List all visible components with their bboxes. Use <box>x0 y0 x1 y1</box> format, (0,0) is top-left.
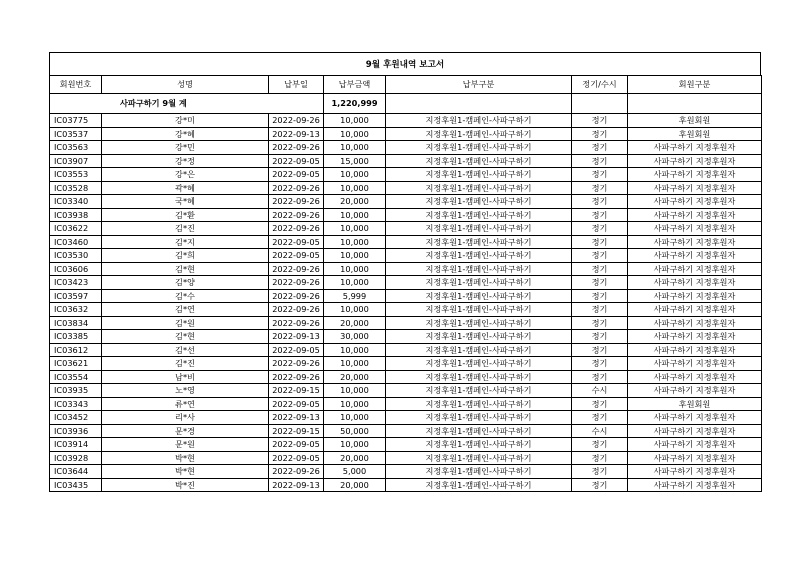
cell-member-id: IC03385 <box>50 330 102 344</box>
cell-member-type: 사파구하기 지정후원자 <box>628 289 762 303</box>
table-row <box>50 262 762 276</box>
cell-pay-date: 2022-09-26 <box>269 289 324 303</box>
cell-member-id: IC03834 <box>50 316 102 330</box>
cell-member-id: IC03530 <box>50 249 102 263</box>
cell-name: 강*은 <box>102 168 269 182</box>
cell-member-type: 사파구하기 지정후원자 <box>628 303 762 317</box>
cell-name: 강*정 <box>102 154 269 168</box>
cell-pay-amount: 10,000 <box>324 235 386 249</box>
cell-name: 김*선 <box>102 343 269 357</box>
cell-pay-date: 2022-09-13 <box>269 411 324 425</box>
cell-pay-amount: 10,000 <box>324 168 386 182</box>
report-title: 9월 후원내역 보고서 <box>49 52 761 75</box>
cell-member-id: IC03935 <box>50 384 102 398</box>
cell-name: 김*현 <box>102 262 269 276</box>
subtotal-empty-cell <box>572 94 628 114</box>
table-row <box>50 289 762 303</box>
cell-pay-date: 2022-09-26 <box>269 276 324 290</box>
cell-name: 김*양 <box>102 276 269 290</box>
cell-name: 김*원 <box>102 316 269 330</box>
cell-member-type: 사파구하기 지정후원자 <box>628 249 762 263</box>
cell-frequency: 정기 <box>572 289 628 303</box>
cell-name: 김*환 <box>102 208 269 222</box>
table-row <box>50 235 762 249</box>
cell-frequency: 정기 <box>572 330 628 344</box>
cell-member-id: IC03928 <box>50 451 102 465</box>
cell-name: 문*경 <box>102 424 269 438</box>
header-member-id: 회원번호 <box>50 76 102 94</box>
cell-pay-date: 2022-09-26 <box>269 316 324 330</box>
cell-pay-amount: 20,000 <box>324 370 386 384</box>
cell-name: 곽*혜 <box>102 181 269 195</box>
cell-pay-date: 2022-09-26 <box>269 370 324 384</box>
cell-name: 문*원 <box>102 438 269 452</box>
cell-frequency: 정기 <box>572 276 628 290</box>
cell-member-id: IC03622 <box>50 222 102 236</box>
cell-member-id: IC03343 <box>50 397 102 411</box>
cell-pay-date: 2022-09-05 <box>269 235 324 249</box>
cell-member-type: 사파구하기 지정후원자 <box>628 181 762 195</box>
cell-frequency: 정기 <box>572 411 628 425</box>
cell-pay-type: 지정후원1-캠페인-사파구하기 <box>386 438 572 452</box>
cell-name: 김*수 <box>102 289 269 303</box>
cell-frequency: 정기 <box>572 154 628 168</box>
cell-pay-type: 지정후원1-캠페인-사파구하기 <box>386 181 572 195</box>
cell-pay-amount: 5,000 <box>324 465 386 479</box>
cell-pay-amount: 10,000 <box>324 411 386 425</box>
cell-name: 박*진 <box>102 478 269 492</box>
header-pay-type: 납부구분 <box>386 76 572 94</box>
cell-member-id: IC03553 <box>50 168 102 182</box>
cell-frequency: 정기 <box>572 316 628 330</box>
table-row <box>50 181 762 195</box>
cell-pay-amount: 10,000 <box>324 397 386 411</box>
cell-pay-amount: 10,000 <box>324 222 386 236</box>
cell-member-id: IC03435 <box>50 478 102 492</box>
cell-pay-amount: 10,000 <box>324 262 386 276</box>
cell-member-type: 사파구하기 지정후원자 <box>628 411 762 425</box>
cell-member-type: 후원회원 <box>628 114 762 128</box>
cell-pay-amount: 10,000 <box>324 114 386 128</box>
cell-pay-type: 지정후원1-캠페인-사파구하기 <box>386 370 572 384</box>
cell-frequency: 정기 <box>572 465 628 479</box>
cell-pay-type: 지정후원1-캠페인-사파구하기 <box>386 249 572 263</box>
cell-member-id: IC03423 <box>50 276 102 290</box>
cell-name: 국*혜 <box>102 195 269 209</box>
cell-pay-amount: 20,000 <box>324 316 386 330</box>
cell-pay-amount: 30,000 <box>324 330 386 344</box>
cell-frequency: 정기 <box>572 168 628 182</box>
header-row <box>50 76 762 94</box>
cell-member-type: 사파구하기 지정후원자 <box>628 222 762 236</box>
cell-name: 강*혜 <box>102 127 269 141</box>
subtotal-row <box>50 94 762 114</box>
cell-name: 류*연 <box>102 397 269 411</box>
cell-member-type: 사파구하기 지정후원자 <box>628 438 762 452</box>
cell-pay-date: 2022-09-26 <box>269 195 324 209</box>
cell-frequency: 정기 <box>572 438 628 452</box>
cell-member-id: IC03460 <box>50 235 102 249</box>
table-row <box>50 249 762 263</box>
header-pay-amount: 납부금액 <box>324 76 386 94</box>
cell-pay-date: 2022-09-15 <box>269 384 324 398</box>
cell-frequency: 정기 <box>572 181 628 195</box>
cell-pay-type: 지정후원1-캠페인-사파구하기 <box>386 465 572 479</box>
cell-pay-date: 2022-09-05 <box>269 438 324 452</box>
table-row <box>50 451 762 465</box>
cell-frequency: 수시 <box>572 384 628 398</box>
cell-pay-type: 지정후원1-캠페인-사파구하기 <box>386 168 572 182</box>
header-frequency: 정기/수시 <box>572 76 628 94</box>
cell-frequency: 정기 <box>572 451 628 465</box>
table-row <box>50 154 762 168</box>
cell-member-id: IC03936 <box>50 424 102 438</box>
cell-pay-amount: 10,000 <box>324 208 386 222</box>
cell-frequency: 정기 <box>572 208 628 222</box>
table-row <box>50 411 762 425</box>
cell-frequency: 정기 <box>572 370 628 384</box>
cell-member-id: IC03612 <box>50 343 102 357</box>
table-row <box>50 127 762 141</box>
cell-pay-amount: 50,000 <box>324 424 386 438</box>
cell-pay-type: 지정후원1-캠페인-사파구하기 <box>386 154 572 168</box>
cell-pay-date: 2022-09-05 <box>269 397 324 411</box>
cell-name: 남*비 <box>102 370 269 384</box>
cell-name: 강*민 <box>102 141 269 155</box>
cell-frequency: 정기 <box>572 127 628 141</box>
cell-pay-type: 지정후원1-캠페인-사파구하기 <box>386 222 572 236</box>
cell-pay-type: 지정후원1-캠페인-사파구하기 <box>386 424 572 438</box>
cell-member-type: 사파구하기 지정후원자 <box>628 276 762 290</box>
cell-frequency: 정기 <box>572 195 628 209</box>
cell-pay-amount: 10,000 <box>324 438 386 452</box>
cell-member-type: 사파구하기 지정후원자 <box>628 154 762 168</box>
cell-pay-type: 지정후원1-캠페인-사파구하기 <box>386 141 572 155</box>
header-pay-date: 납부일 <box>269 76 324 94</box>
cell-pay-type: 지정후원1-캠페인-사파구하기 <box>386 262 572 276</box>
table-row <box>50 330 762 344</box>
cell-name: 김*현 <box>102 330 269 344</box>
cell-member-id: IC03644 <box>50 465 102 479</box>
cell-member-id: IC03606 <box>50 262 102 276</box>
cell-frequency: 정기 <box>572 262 628 276</box>
cell-frequency: 정기 <box>572 222 628 236</box>
cell-pay-date: 2022-09-26 <box>269 262 324 276</box>
subtotal-empty-cell <box>386 94 572 114</box>
cell-name: 김*진 <box>102 357 269 371</box>
table-row <box>50 384 762 398</box>
cell-member-id: IC03632 <box>50 303 102 317</box>
cell-member-type: 사파구하기 지정후원자 <box>628 465 762 479</box>
cell-pay-date: 2022-09-05 <box>269 168 324 182</box>
cell-name: 김*희 <box>102 249 269 263</box>
cell-member-type: 사파구하기 지정후원자 <box>628 357 762 371</box>
cell-pay-type: 지정후원1-캠페인-사파구하기 <box>386 195 572 209</box>
cell-pay-date: 2022-09-13 <box>269 127 324 141</box>
cell-pay-type: 지정후원1-캠페인-사파구하기 <box>386 276 572 290</box>
cell-pay-amount: 10,000 <box>324 181 386 195</box>
cell-pay-type: 지정후원1-캠페인-사파구하기 <box>386 127 572 141</box>
cell-pay-type: 지정후원1-캠페인-사파구하기 <box>386 289 572 303</box>
donation-table <box>49 75 762 492</box>
table-row <box>50 424 762 438</box>
cell-pay-amount: 20,000 <box>324 451 386 465</box>
cell-frequency: 정기 <box>572 114 628 128</box>
cell-member-type: 후원회원 <box>628 397 762 411</box>
cell-pay-date: 2022-09-26 <box>269 357 324 371</box>
cell-pay-amount: 15,000 <box>324 154 386 168</box>
subtotal-amount: 1,220,999 <box>324 94 386 114</box>
cell-member-type: 사파구하기 지정후원자 <box>628 141 762 155</box>
cell-pay-date: 2022-09-15 <box>269 424 324 438</box>
cell-name: 강*미 <box>102 114 269 128</box>
table-row <box>50 208 762 222</box>
table-row <box>50 465 762 479</box>
cell-pay-type: 지정후원1-캠페인-사파구하기 <box>386 330 572 344</box>
cell-name: 김*연 <box>102 303 269 317</box>
cell-frequency: 정기 <box>572 478 628 492</box>
cell-member-type: 사파구하기 지정후원자 <box>628 235 762 249</box>
cell-pay-date: 2022-09-26 <box>269 114 324 128</box>
subtotal-label: 사파구하기 9월 계 <box>50 94 324 114</box>
cell-member-id: IC03914 <box>50 438 102 452</box>
cell-member-type: 사파구하기 지정후원자 <box>628 208 762 222</box>
cell-pay-amount: 10,000 <box>324 343 386 357</box>
cell-pay-amount: 10,000 <box>324 141 386 155</box>
cell-frequency: 정기 <box>572 357 628 371</box>
cell-pay-amount: 10,000 <box>324 127 386 141</box>
subtotal-empty-cell <box>628 94 762 114</box>
cell-pay-type: 지정후원1-캠페인-사파구하기 <box>386 343 572 357</box>
table-row <box>50 357 762 371</box>
cell-member-type: 사파구하기 지정후원자 <box>628 370 762 384</box>
donation-report <box>49 52 761 492</box>
table-row <box>50 276 762 290</box>
cell-member-type: 사파구하기 지정후원자 <box>628 343 762 357</box>
cell-pay-amount: 10,000 <box>324 303 386 317</box>
cell-pay-amount: 10,000 <box>324 249 386 263</box>
cell-pay-type: 지정후원1-캠페인-사파구하기 <box>386 384 572 398</box>
header-name: 성명 <box>102 76 269 94</box>
cell-member-type: 사파구하기 지정후원자 <box>628 478 762 492</box>
cell-pay-date: 2022-09-26 <box>269 303 324 317</box>
header-member-type: 회원구분 <box>628 76 762 94</box>
cell-member-type: 사파구하기 지정후원자 <box>628 168 762 182</box>
cell-member-type: 후원회원 <box>628 127 762 141</box>
cell-pay-amount: 10,000 <box>324 384 386 398</box>
table-row <box>50 168 762 182</box>
cell-member-id: IC03537 <box>50 127 102 141</box>
table-row <box>50 303 762 317</box>
cell-member-id: IC03554 <box>50 370 102 384</box>
cell-member-id: IC03775 <box>50 114 102 128</box>
cell-pay-type: 지정후원1-캠페인-사파구하기 <box>386 114 572 128</box>
cell-pay-amount: 10,000 <box>324 276 386 290</box>
cell-frequency: 정기 <box>572 397 628 411</box>
cell-member-type: 사파구하기 지정후원자 <box>628 424 762 438</box>
cell-pay-type: 지정후원1-캠페인-사파구하기 <box>386 235 572 249</box>
cell-pay-type: 지정후원1-캠페인-사파구하기 <box>386 397 572 411</box>
cell-member-id: IC03563 <box>50 141 102 155</box>
table-row <box>50 343 762 357</box>
cell-pay-date: 2022-09-26 <box>269 208 324 222</box>
cell-name: 박*현 <box>102 451 269 465</box>
cell-pay-date: 2022-09-26 <box>269 141 324 155</box>
cell-pay-date: 2022-09-13 <box>269 478 324 492</box>
cell-pay-date: 2022-09-26 <box>269 465 324 479</box>
cell-frequency: 수시 <box>572 424 628 438</box>
table-row <box>50 478 762 492</box>
table-row <box>50 316 762 330</box>
cell-member-id: IC03938 <box>50 208 102 222</box>
cell-pay-type: 지정후원1-캠페인-사파구하기 <box>386 411 572 425</box>
table-row <box>50 222 762 236</box>
cell-frequency: 정기 <box>572 249 628 263</box>
cell-pay-type: 지정후원1-캠페인-사파구하기 <box>386 208 572 222</box>
cell-name: 노*영 <box>102 384 269 398</box>
table-row <box>50 438 762 452</box>
cell-pay-date: 2022-09-13 <box>269 330 324 344</box>
cell-pay-amount: 20,000 <box>324 478 386 492</box>
table-row <box>50 370 762 384</box>
cell-pay-amount: 5,999 <box>324 289 386 303</box>
cell-name: 김*지 <box>102 235 269 249</box>
cell-member-id: IC03907 <box>50 154 102 168</box>
cell-pay-date: 2022-09-05 <box>269 249 324 263</box>
cell-member-type: 사파구하기 지정후원자 <box>628 195 762 209</box>
cell-pay-date: 2022-09-05 <box>269 451 324 465</box>
cell-name: 박*현 <box>102 465 269 479</box>
cell-member-type: 사파구하기 지정후원자 <box>628 262 762 276</box>
cell-pay-date: 2022-09-05 <box>269 154 324 168</box>
cell-name: 김*진 <box>102 222 269 236</box>
cell-member-type: 사파구하기 지정후원자 <box>628 384 762 398</box>
cell-pay-type: 지정후원1-캠페인-사파구하기 <box>386 303 572 317</box>
cell-member-type: 사파구하기 지정후원자 <box>628 316 762 330</box>
cell-pay-type: 지정후원1-캠페인-사파구하기 <box>386 478 572 492</box>
cell-member-id: IC03452 <box>50 411 102 425</box>
cell-pay-date: 2022-09-26 <box>269 222 324 236</box>
cell-frequency: 정기 <box>572 141 628 155</box>
cell-member-id: IC03528 <box>50 181 102 195</box>
cell-pay-date: 2022-09-26 <box>269 181 324 195</box>
cell-member-id: IC03621 <box>50 357 102 371</box>
cell-pay-type: 지정후원1-캠페인-사파구하기 <box>386 316 572 330</box>
cell-pay-amount: 20,000 <box>324 195 386 209</box>
cell-frequency: 정기 <box>572 235 628 249</box>
table-row <box>50 195 762 209</box>
cell-member-id: IC03597 <box>50 289 102 303</box>
cell-member-id: IC03340 <box>50 195 102 209</box>
cell-name: 리*사 <box>102 411 269 425</box>
table-row <box>50 141 762 155</box>
cell-member-type: 사파구하기 지정후원자 <box>628 451 762 465</box>
table-row <box>50 397 762 411</box>
cell-pay-date: 2022-09-05 <box>269 343 324 357</box>
cell-pay-amount: 10,000 <box>324 357 386 371</box>
cell-frequency: 정기 <box>572 343 628 357</box>
cell-pay-type: 지정후원1-캠페인-사파구하기 <box>386 451 572 465</box>
cell-frequency: 정기 <box>572 303 628 317</box>
cell-member-type: 사파구하기 지정후원자 <box>628 330 762 344</box>
table-row <box>50 114 762 128</box>
cell-pay-type: 지정후원1-캠페인-사파구하기 <box>386 357 572 371</box>
